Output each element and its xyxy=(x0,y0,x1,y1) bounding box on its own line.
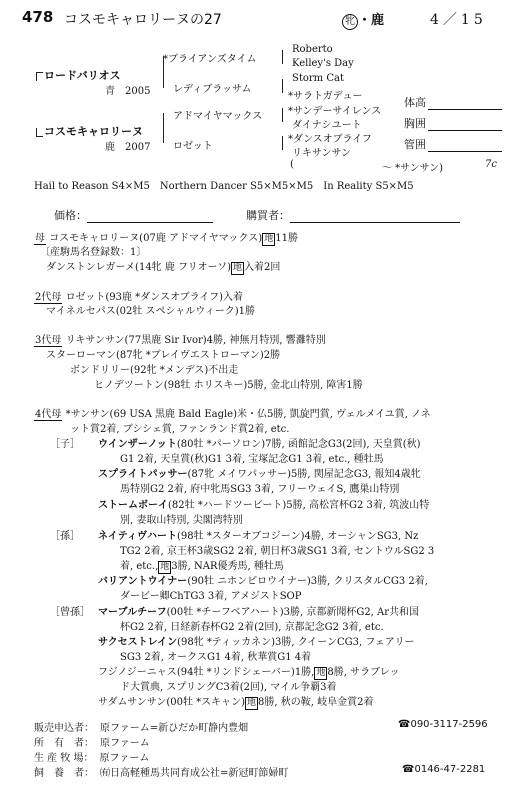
height-field[interactable] xyxy=(404,94,502,110)
dam-name: コスモキャロリーヌ xyxy=(44,125,143,138)
dam-line-3 xyxy=(46,258,280,275)
price-label: 価格： xyxy=(54,209,87,222)
height-blank[interactable] xyxy=(428,97,502,110)
dam-sire: アドマイヤマックス xyxy=(173,111,263,122)
g2-line-2: マイネルセパス(02牡 スペシャルウィーク)1勝 xyxy=(46,306,255,317)
seller-label: 販売申込者： xyxy=(34,723,94,734)
sd-dam: *サラトガデュー xyxy=(288,91,363,102)
c4-text-c-rest: 3勝, NAR優秀馬, 種牡馬 xyxy=(171,561,284,572)
dam-text: コスモキャロリーヌ(07鹿 アドマイヤマックス) xyxy=(49,233,263,244)
chest-blank[interactable] xyxy=(428,118,502,131)
c2-name: スプライトパッサー xyxy=(98,469,188,480)
breeder-row xyxy=(34,749,149,764)
seller-tel: ☎090-3117-2596 xyxy=(398,719,488,730)
coat-color: ・鹿 xyxy=(358,13,385,28)
raiser-value: ㈲日高軽種馬共同育成公社=新冠町節婦町 xyxy=(100,768,289,779)
c6-line-b: 杯G2 2着, 日経新春杯G2 2着(2回), 京都記念G2 3着, etc. xyxy=(120,622,384,633)
c3-name: ストームボーイ xyxy=(98,500,168,511)
bracket xyxy=(163,113,170,143)
c7-line-a xyxy=(98,633,415,648)
dd-sire: *ダンスオブライフ xyxy=(288,134,372,145)
raiser-row xyxy=(34,764,288,779)
g3-text: リキサンサン(77黒鹿 Sir Ivor)4勝, 神無月特別, 響灘特別 xyxy=(65,335,326,346)
bracket xyxy=(36,72,43,81)
buyer-field[interactable] xyxy=(246,207,460,223)
price-field[interactable] xyxy=(54,207,213,223)
seller-value: 原ファーム=新ひだか町静内豊畑 xyxy=(100,723,249,734)
breeder-label: 生 産 牧 場： xyxy=(34,753,94,764)
c7-text: (98牝 *ティッカネン)3勝, クイーンCG3, フェアリー xyxy=(177,637,415,648)
bracket xyxy=(36,128,43,137)
dam-text-rest: 11勝 xyxy=(275,233,298,244)
bracket xyxy=(282,50,287,64)
g2-text: ロゼット(93鹿 *ダンスオブライフ)入着 xyxy=(65,292,243,303)
dam-line-2: 〔産駒馬名登録数：1〕 xyxy=(40,247,147,258)
local-race-mark: 地 xyxy=(247,698,257,708)
c4-text: (98牡 *スターオブコジーン)4勝, オーシャンSG3, Nz xyxy=(177,531,419,542)
g4-line-2: ット賞2着, ブシシェ賞, ファンランド賞2着, etc. xyxy=(70,424,290,435)
c5-name: バリアントウイナー xyxy=(98,576,188,587)
g3-tag: 3代母 xyxy=(34,331,62,347)
local-race-mark: 地 xyxy=(160,562,170,572)
g3-line-2: スターローマン(87牝 *ブレイヴエストローマン)2勝 xyxy=(46,350,281,361)
c3-line-b: 別, 妻取山特別, 尖閣湾特別 xyxy=(120,515,243,526)
offspring-text: ダンストンレガーメ(14牝 鹿 フリオーソ) xyxy=(46,262,232,273)
local-race-mark: 地 xyxy=(264,234,274,244)
g3-line-1 xyxy=(34,331,326,347)
sire-dam: レディブラッサム xyxy=(173,84,252,95)
bracket xyxy=(282,79,287,93)
local-race-mark: 地 xyxy=(233,263,243,273)
offspring-text-rest: 入着2回 xyxy=(244,262,281,273)
ss-sire: Roberto xyxy=(292,44,333,55)
grand-tag: ［孫］ xyxy=(50,531,80,542)
child-tag: ［子］ xyxy=(50,439,80,450)
c9-line-a xyxy=(98,693,374,710)
cannon-field[interactable] xyxy=(404,136,502,152)
cannon-blank[interactable] xyxy=(428,139,502,152)
c7-name: サクセストレイン xyxy=(98,637,178,648)
raiser-label: 飼 養 者： xyxy=(34,768,94,779)
sire-info: 青 2005 xyxy=(105,86,151,97)
ds-sire: *サンデーサイレンス xyxy=(288,106,382,117)
c1-line-a xyxy=(98,435,421,450)
sire-sire: *ブライアンズタイム xyxy=(163,54,257,65)
dam-dam: ロゼット xyxy=(173,141,213,152)
dam-info: 鹿 2007 xyxy=(105,142,151,153)
owner-row xyxy=(34,734,150,749)
c4-line-a xyxy=(98,527,418,542)
owner-label: 所 有 者： xyxy=(34,738,94,749)
ds-dam: ダイナシユート xyxy=(292,120,362,131)
price-blank[interactable] xyxy=(87,210,213,223)
g3-line-3: ボンドリリー(92牝 *メンデス)不出走 xyxy=(70,365,239,376)
c4-name: ネイティヴハート xyxy=(98,531,177,542)
c6-name: マーブルチーフ xyxy=(98,607,167,618)
lot-number: 478 xyxy=(22,8,54,26)
g4-tag: 4代母 xyxy=(34,405,62,421)
ss-dam: Kelley's Day xyxy=(292,58,354,69)
c5-text: (90牡 ニホンピロウイナー)3勝, クリスタルCG3 2着, xyxy=(187,576,428,587)
c3-line-a xyxy=(98,496,429,511)
c8-text: (94牡 *リンドシェーバー)1勝, xyxy=(176,667,315,678)
c6-line-a xyxy=(98,603,419,618)
c1-line-b: G1 2着, 天皇賞(秋)G1 3着, 宝塚記念G1 3着, etc., 種牡馬 xyxy=(120,454,384,465)
sex-color xyxy=(342,9,384,30)
owner-value: 原ファーム xyxy=(100,738,150,749)
chest-label: 胸囲 xyxy=(404,117,426,130)
g4-text: *サンサン(69 USA 黒鹿 Bald Eagle)米・仏5勝, 凱旋門賞, ヴェルメイユ賞, ノネ xyxy=(65,409,431,420)
c2-line-a xyxy=(98,465,421,480)
height-label: 体高 xyxy=(404,96,426,109)
dam-tag: 母 xyxy=(34,229,46,245)
c5-line-a xyxy=(98,572,428,587)
buyer-label: 購買者： xyxy=(246,209,290,222)
g2-tag: 2代母 xyxy=(34,288,62,304)
c8-text-rest: 8勝, サラブレッ xyxy=(327,667,400,678)
c8-line-b: ド大賞典, スプリングC3着(2回), マイル争覇3着 xyxy=(120,682,337,693)
c1-name: ウインザーノット xyxy=(98,439,177,450)
c9-text: (00牡 *スキャン) xyxy=(166,697,246,708)
c6-text: (00牡 *チーフベアハート)3勝, 京都新聞杯G2, Ar共和国 xyxy=(166,607,420,618)
seller-row xyxy=(34,719,248,734)
local-race-mark: 地 xyxy=(316,668,326,678)
horse-name: コスモキャロリーヌの27 xyxy=(64,12,222,28)
c3-text: (82牡 *ハードツービート)5勝, 高松宮杯G2 3着, 筑波山特 xyxy=(168,500,430,511)
c2-text: (87牝 メイワパッサー)5勝, 関屋記念G3, 報知4歳牝 xyxy=(187,469,421,480)
breeder-value: 原ファーム xyxy=(99,753,150,764)
bracket xyxy=(282,108,287,122)
chest-field[interactable] xyxy=(404,115,502,131)
sire-name: ロードバリオス xyxy=(44,69,121,82)
great-tag: ［曾孫］ xyxy=(50,607,90,618)
buyer-blank[interactable] xyxy=(290,210,460,223)
raiser-tel: ☎0146-47-2281 xyxy=(402,764,486,775)
c4-line-b: TG2 2着, 京王杯3歳SG2 2着, 朝日杯3歳SG1 3着, セントウルSG2 3 xyxy=(120,546,435,557)
bracket xyxy=(282,136,287,150)
c9-text-rest: 8勝, 秋の鞍, 岐阜金賞2着 xyxy=(258,697,374,708)
dd-dam: リキサンサン xyxy=(292,148,351,159)
c9-name: サダムサンサン xyxy=(98,697,167,708)
extra-code: 7c xyxy=(485,159,497,170)
c1-text: (80牡 *パーソロン)7勝, 函館記念G3(2回), 天皇賞(秋) xyxy=(176,439,421,450)
c7-line-b: SG3 2着, オークスG1 4着, 秋華賞G1 4着 xyxy=(120,652,312,663)
c2-line-b: 馬特別G2 2着, 府中牝馬SG3 3着, フリーウェイS, 鷹巣山特別 xyxy=(120,484,400,495)
bracket xyxy=(163,56,170,88)
c8-name: フジノジーニャス xyxy=(98,667,177,678)
extra-open: ( xyxy=(290,159,294,170)
sex-mark: 牝 xyxy=(342,14,358,30)
birth-date: 4／15 xyxy=(430,12,487,28)
sd-sire: Storm Cat xyxy=(292,73,344,84)
c4-text-c: 着, etc., xyxy=(120,561,159,572)
extra-sire: 〜 *サンサン) xyxy=(382,163,444,174)
cannon-label: 管囲 xyxy=(404,138,426,151)
inbreeding: Hail to Reason S4×M5 Northern Dancer S5×M5×M5 In Reality S5×M5 xyxy=(34,181,414,192)
g4-line-1 xyxy=(34,405,431,421)
g3-line-4: ヒノデツートン(98牡 ホリスキー)5勝, 金北山特別, 障害1勝 xyxy=(94,380,363,391)
c5-line-b: ダービー卿ChTG3 3着, アメジストSOP xyxy=(120,591,302,602)
